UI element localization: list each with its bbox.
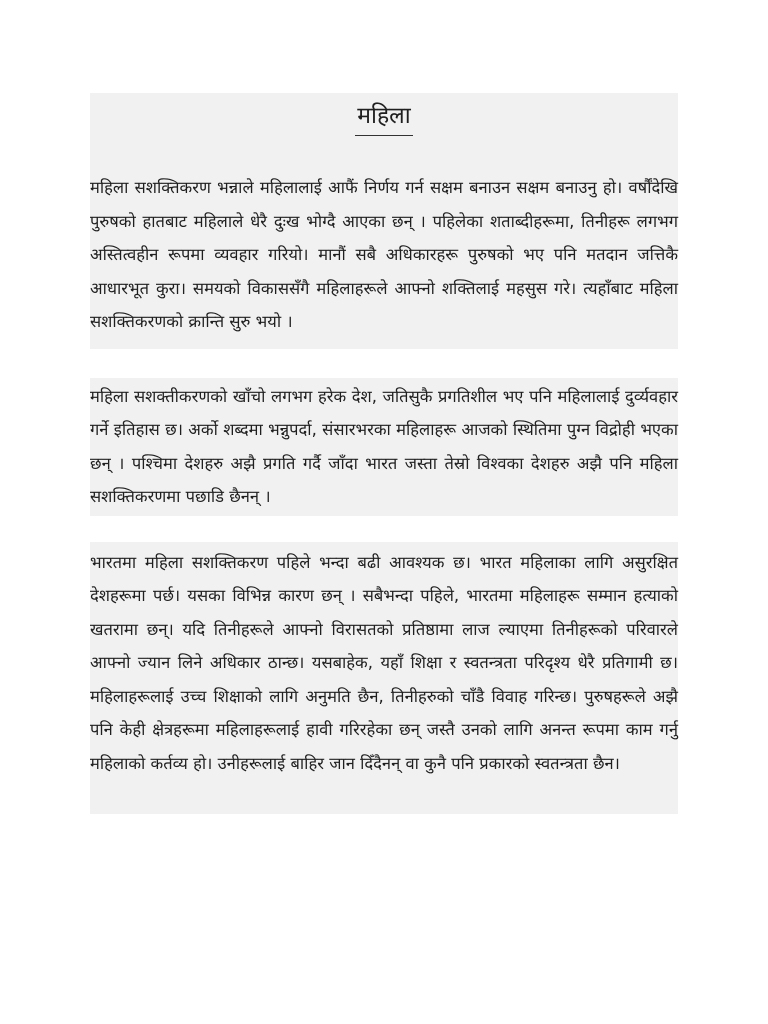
paragraph-gap bbox=[90, 349, 678, 378]
document-page bbox=[90, 93, 678, 814]
title-block bbox=[90, 93, 678, 161]
document-title: महिला bbox=[355, 101, 412, 136]
paragraph-block-3 bbox=[90, 542, 678, 815]
paragraph-block-2 bbox=[90, 378, 678, 516]
paragraph-3: भारतमा महिला सशक्तिकरण पहिले भन्दा बढी आवश्यक छ। भारत महिलाका लागि असुरक्षित देशहरूमा पर्छ। यसका विभिन्न कारण छन् । सबैभन्दा पहिले, भारतमा महिलाहरू सम्मान हत्याको खतरामा छन्। यदि तिनीहरूले आफ्नो विरासतको प्रतिष्ठामा लाज ल्याएमा तिनीहरूको परिवारले आफ्नो ज्यान लिने अधिकार ठान्छ। यसबाहेक, यहाँ शिक्षा र स्वतन्त्रता परिदृश्य धेरै प्रतिगामी छ। महिलाहरूलाई उच्च शिक्षाको लागि अनुमति छैन, तिनीहरुको चाँडै विवाह गरिन्छ। पुरुषहरूले अझै पनि केही क्षेत्रहरूमा महिलाहरूलाई हावी गरिरहेका छन् जस्तै उनको लागि अनन्त रूपमा काम गर्नु महिलाको कर्तव्य हो। उनीहरूलाई बाहिर जान दिँदैनन् वा कुनै पनि प्रकारको स्वतन्त्रता छैन। bbox=[90, 552, 678, 773]
paragraph-1: महिला सशक्तिकरण भन्नाले महिलालाई आफैं निर्णय गर्न सक्षम बनाउन सक्षम बनाउनु हो। वर्षौंदेखि पुरुषको हातबाट महिलाले धेरै दुःख भोग्दै आएका छन् । पहिलेका शताब्दीहरूमा, तिनीहरू लगभग अस्तित्वहीन रूपमा व्यवहार गरियो। मानौं सबै अधिकारहरू पुरुषको भए पनि मतदान जत्तिकै आधारभूत कुरा। समयको विकाससँगै महिलाहरूले आफ्नो शक्तिलाई महसुस गरे। त्यहाँबाट महिला सशक्तिकरणको क्रान्ति सुरु भयो । bbox=[90, 178, 678, 331]
paragraph-gap bbox=[90, 516, 678, 542]
paragraph-2: महिला सशक्तीकरणको खाँचो लगभग हरेक देश, जतिसुकै प्रगतिशील भए पनि महिलालाई दुर्व्यवहार गर्ने इतिहास छ। अर्को शब्दमा भन्नुपर्दा, संसारभरका महिलाहरू आजको स्थितिमा पुग्न विद्रोही भएका छन् । पश्चिमा देशहरु अझै प्रगति गर्दै जाँदा भारत जस्ता तेस्रो विश्वका देशहरु अझै पनि महिला सशक्तिकरणमा पछाडि छैनन् । bbox=[90, 386, 678, 506]
paragraph-block-1 bbox=[90, 161, 678, 349]
